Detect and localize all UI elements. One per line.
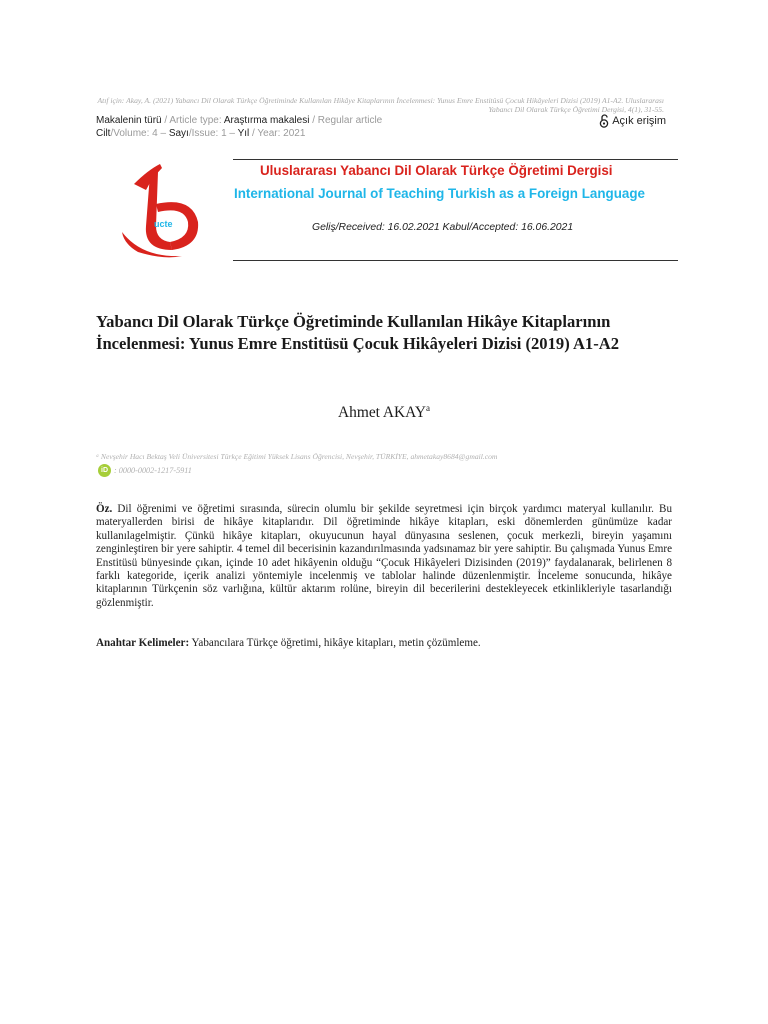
article-type-line	[96, 115, 382, 127]
abstract	[96, 503, 672, 610]
journal-name-en: International Journal of Teaching Turkish as a Foreign Language	[234, 186, 645, 201]
header-rule-bottom	[233, 260, 678, 261]
volume-issue-line	[96, 128, 305, 140]
article-type-value-tr: Araştırma makalesi	[223, 115, 310, 126]
issue-label: Sayı	[168, 128, 189, 139]
abstract-text: Dil öğrenimi ve öğretimi sırasında, sürecin olumlu bir şekilde seyretmesi için birçok yardımcı materyal kullanılır. Bu materyallerden birisi de hikâye kitaplarıdır. Dil öğretiminde hikâye kitapları, eski dönemlerden günümüze kadar kullanılagelmiştir. Çünkü hikâye kitapları, okuyucunun hayal dünyasına seslenen, çocuk merkezli, bireyin yaşamını zenginleştiren bir yere sahiptir. 4 temel dil becerisinin kazandırılmasında yadsınamaz bir yere sahiptir. Bu çalışmada Yunus Emre Enstitüsü bünyesinde çıkan, içinde 10 adet hikâyenin olduğu “Çocuk Hikâyeleri Dizisinden (2019)” faydalanarak, belirlenen 8 farklı kategoride, içerik analizi yöntemiyle incelenmiş ve tablolar halinde düzenlenmiştir. İnceleme sonucunda, hikâye kitaplarının Türkçenin söz varlığına, kültür aktarım rolüne, bireyin dil becerilerini destekleyecek etkinlikleriyle tasarlandığı gözlenmiştir.	[96, 503, 672, 609]
author-superscript: a	[425, 403, 430, 413]
article-type-value-en: / Regular article	[309, 115, 383, 126]
article-title: Yabancı Dil Olarak Türkçe Öğretiminde Kullanılan Hikâye Kitaplarının İncelenmesi: Yunus Emre Enstitüsü Çocuk Hikâyeleri Dizisi (2019) A1-A2	[96, 312, 620, 353]
author-affiliation: ᵃ Nevşehir Hacı Bektaş Veli Üniversitesi Türkçe Eğitimi Yüksek Lisans Öğrencisi, Nevşehir, TÜRKİYE, ahmetakay8684@gmail.com	[96, 452, 498, 461]
keywords-label: Anahtar Kelimeler:	[96, 637, 190, 649]
open-access-lock-icon	[599, 114, 609, 128]
open-access-link[interactable]	[599, 114, 666, 128]
volume-label: Cilt	[96, 128, 111, 139]
article-type-label-en: / Article type:	[161, 115, 224, 126]
orcid-id[interactable]: : 0000-0002-1217-5911	[114, 466, 192, 475]
citation-note: Atıf için: Akay, A. (2021) Yabancı Dil Olarak Türkçe Öğretiminde Kullanılan Hikâye Kitaplarının İncelenmesi: Yunus Emre Enstitüsü Çocuk Hikâyeleri Dizisi (2019) A1-A2. Uluslararası Yabancı Dil Olarak Türkçe Öğretimi Dergisi, 4(1), 31-55.	[97, 96, 664, 114]
issue-value: /Issue: 1 –	[188, 128, 238, 139]
open-access-label: Açık erişim	[612, 115, 666, 127]
year-label: Yıl	[237, 128, 250, 139]
volume-value: /Volume: 4 –	[110, 128, 169, 139]
header-rule-top	[233, 159, 678, 160]
orcid-icon: iD	[98, 464, 111, 477]
journal-name-tr: Uluslararası Yabancı Dil Olarak Türkçe Öğretimi Dergisi	[260, 163, 613, 178]
article-type-label-tr: Makalenin türü	[96, 115, 162, 126]
author-name	[0, 403, 768, 422]
keywords	[96, 637, 672, 650]
abstract-label: Öz.	[96, 503, 113, 515]
year-value: / Year: 2021	[249, 128, 306, 139]
keywords-text: Yabancılara Türkçe öğretimi, hikâye kitapları, metin çözümleme.	[189, 637, 481, 649]
received-accepted-dates: Geliş/Received: 16.02.2021 Kabul/Accepted: 16.06.2021	[312, 222, 574, 233]
logo-text: ucte	[154, 219, 173, 229]
orcid-row[interactable]	[98, 464, 192, 477]
journal-logo	[112, 160, 204, 260]
author-name-text: Ahmet AKAY	[338, 404, 426, 422]
